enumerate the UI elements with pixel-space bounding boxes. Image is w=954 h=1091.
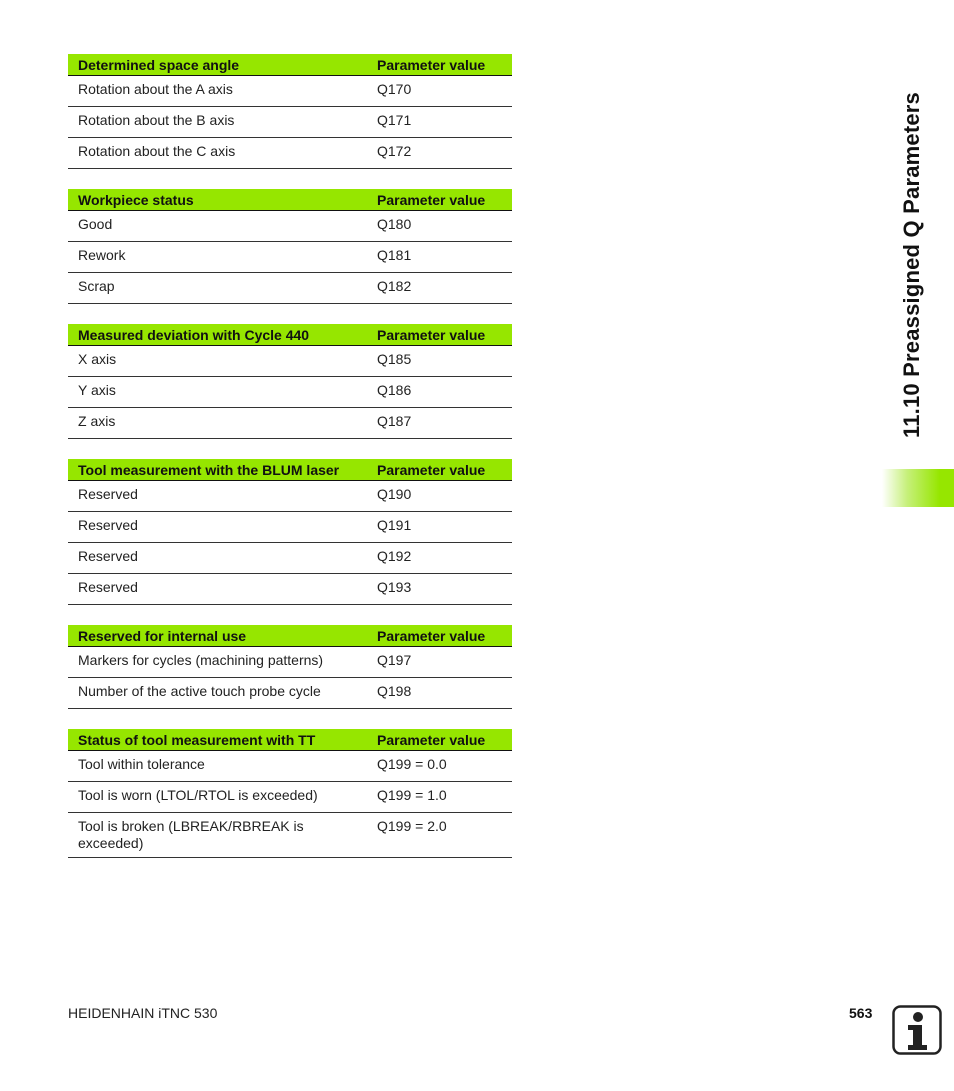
- cell-description: Reserved: [68, 543, 367, 574]
- table-header-row: [68, 459, 512, 481]
- table-row: [68, 574, 512, 605]
- cell-parameter: Q182: [367, 273, 512, 304]
- cell-description: Rotation about the C axis: [68, 138, 367, 169]
- cell-description: Z axis: [68, 408, 367, 439]
- table-row: [68, 751, 512, 782]
- cell-parameter: Q199 = 0.0: [367, 751, 512, 782]
- table-row: [68, 678, 512, 709]
- table-row: [68, 107, 512, 138]
- cell-parameter: Q186: [367, 377, 512, 408]
- table-header-row: [68, 625, 512, 647]
- info-icon: [892, 1005, 942, 1055]
- cell-description: Rotation about the B axis: [68, 107, 367, 138]
- chapter-side-title: 11.10 Preassigned Q Parameters: [899, 92, 924, 438]
- table-header-row: [68, 189, 512, 211]
- table-row: [68, 346, 512, 377]
- column-header-description: Reserved for internal use: [68, 625, 367, 647]
- cell-description: Reserved: [68, 481, 367, 512]
- cell-parameter: Q197: [367, 647, 512, 678]
- table-row: [68, 481, 512, 512]
- table-row: [68, 211, 512, 242]
- page-number: 563: [849, 1005, 873, 1021]
- table-row: [68, 138, 512, 169]
- table-row: [68, 647, 512, 678]
- table-internal-use: [68, 625, 512, 709]
- column-header-parameter: Parameter value: [367, 54, 512, 76]
- column-header-description: Determined space angle: [68, 54, 367, 76]
- table-row: [68, 377, 512, 408]
- table-header-row: [68, 54, 512, 76]
- table-row: [68, 813, 512, 858]
- table-row: [68, 782, 512, 813]
- cell-description: Markers for cycles (machining patterns): [68, 647, 367, 678]
- table-space-angle: [68, 54, 512, 169]
- cell-description: Scrap: [68, 273, 367, 304]
- column-header-parameter: Parameter value: [367, 729, 512, 751]
- cell-parameter: Q190: [367, 481, 512, 512]
- cell-description: Good: [68, 211, 367, 242]
- cell-parameter: Q171: [367, 107, 512, 138]
- cell-description: Tool is worn (LTOL/RTOL is exceeded): [68, 782, 367, 813]
- table-header-row: [68, 729, 512, 751]
- chapter-tab-marker: [882, 469, 954, 507]
- table-workpiece-status: [68, 189, 512, 304]
- cell-parameter: Q172: [367, 138, 512, 169]
- cell-description: Tool is broken (LBREAK/RBREAK is exceeded): [68, 813, 367, 858]
- cell-description: Number of the active touch probe cycle: [68, 678, 367, 709]
- table-row: [68, 76, 512, 107]
- table-row: [68, 408, 512, 439]
- cell-parameter: Q191: [367, 512, 512, 543]
- cell-description: Rotation about the A axis: [68, 76, 367, 107]
- cell-parameter: Q187: [367, 408, 512, 439]
- table-row: [68, 543, 512, 574]
- table-blum-laser: [68, 459, 512, 605]
- column-header-parameter: Parameter value: [367, 324, 512, 346]
- table-measured-deviation: [68, 324, 512, 439]
- cell-parameter: Q185: [367, 346, 512, 377]
- cell-parameter: Q199 = 1.0: [367, 782, 512, 813]
- table-row: [68, 242, 512, 273]
- cell-description: Tool within tolerance: [68, 751, 367, 782]
- table-row: [68, 273, 512, 304]
- footer-product-name: HEIDENHAIN iTNC 530: [68, 1005, 218, 1021]
- table-row: [68, 512, 512, 543]
- column-header-description: Tool measurement with the BLUM laser: [68, 459, 367, 481]
- cell-parameter: Q199 = 2.0: [367, 813, 512, 858]
- table-tt-status: [68, 729, 512, 858]
- column-header-description: Measured deviation with Cycle 440: [68, 324, 367, 346]
- column-header-description: Workpiece status: [68, 189, 367, 211]
- cell-description: Rework: [68, 242, 367, 273]
- column-header-parameter: Parameter value: [367, 189, 512, 211]
- cell-parameter: Q181: [367, 242, 512, 273]
- cell-description: Y axis: [68, 377, 367, 408]
- cell-description: Reserved: [68, 574, 367, 605]
- cell-parameter: Q180: [367, 211, 512, 242]
- cell-description: X axis: [68, 346, 367, 377]
- column-header-parameter: Parameter value: [367, 459, 512, 481]
- cell-parameter: Q170: [367, 76, 512, 107]
- cell-parameter: Q192: [367, 543, 512, 574]
- cell-parameter: Q193: [367, 574, 512, 605]
- table-header-row: [68, 324, 512, 346]
- column-header-description: Status of tool measurement with TT: [68, 729, 367, 751]
- column-header-parameter: Parameter value: [367, 625, 512, 647]
- cell-description: Reserved: [68, 512, 367, 543]
- cell-parameter: Q198: [367, 678, 512, 709]
- parameter-tables: [68, 54, 512, 878]
